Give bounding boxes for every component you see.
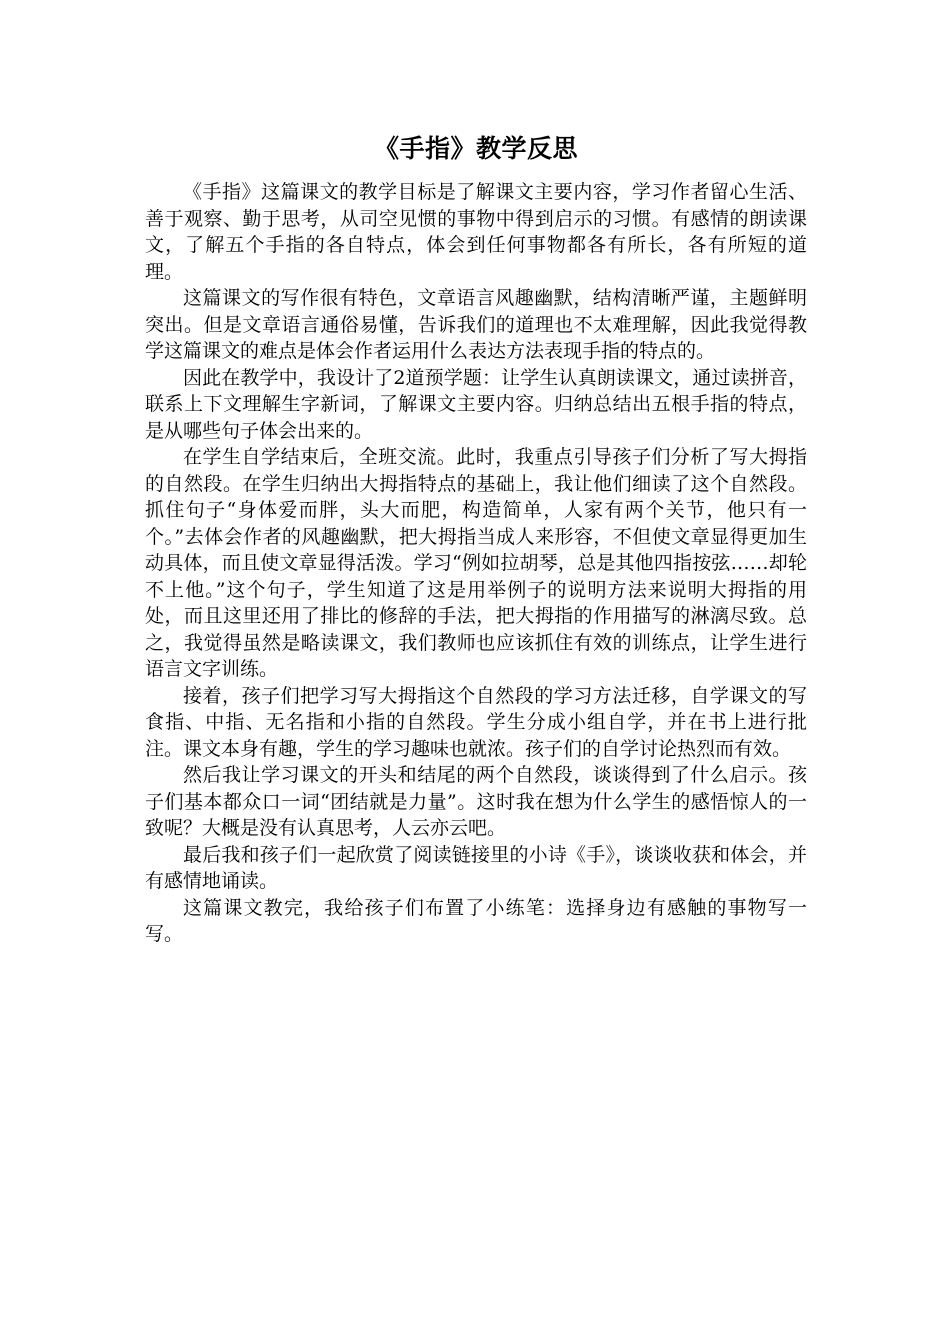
- paragraph: 在学生自学结束后，全班交流。此时，我重点引导孩子们分析了写大拇指的自然段。在学生归纳出大拇指特点的基础上，我让他们细读了这个自然段。抓住句子“身体爱而胖，头大而肥，构造简单，人家有两个关节，他只有一个。”去体会作者的风趣幽默，把大拇指当成人来形容，不但使文章显得更加生动具体，而且使文章显得活泼。学习“例如拉胡琴，总是其他四指按弦……却轮不上他。”这个句子，学生知道了这是用举例子的说明方法来说明大拇指的用处，而且这里还用了排比的修辞的手法，把大拇指的作用描写的淋漓尽致。总之，我觉得虽然是略读课文，我们教师也应该抓住有效的训练点，让学生进行语言文字训练。: [145, 446, 807, 680]
- paragraph: 接着，孩子们把学习写大拇指这个自然段的学习方法迁移，自学课文的写食指、中指、无名指和小指的自然段。学生分成小组自学，并在书上进行批注。课文本身有趣，学生的学习趣味也就浓。孩子们的自学讨论热烈而有效。: [145, 684, 807, 760]
- paragraph: 《手指》这篇课文的教学目标是了解课文主要内容，学习作者留心生活、善于观察、勤于思考，从司空见惯的事物中得到启示的习惯。有感情的朗读课文，了解五个手指的各自特点，体会到任何事物都各有所长，各有所短的道理。: [145, 181, 807, 283]
- paragraph: 这篇课文的写作很有特色，文章语言风趣幽默，结构清晰严谨，主题鲜明突出。但是文章语言通俗易懂，告诉我们的道理也不太难理解，因此我觉得教学这篇课文的难点是体会作者运用什么表达方法表现手指的特点的。: [145, 287, 807, 362]
- document-title: 《手指》教学反思: [373, 134, 578, 163]
- paragraph: 然后我让学习课文的开头和结尾的两个自然段，谈谈得到了什么启示。孩子们基本都众口一词“团结就是力量”。这时我在想为什么学生的感悟惊人的一致呢？大概是没有认真思考，人云亦云吧。: [145, 764, 807, 839]
- paragraph: 这篇课文教完，我给孩子们布置了小练笔：选择身边有感触的事物写一写。: [145, 896, 807, 945]
- paragraph: 因此在教学中，我设计了2道预学题：让学生认真朗读课文，通过读拼音，联系上下文理解生字新词，了解课文主要内容。归纳总结出五根手指的特点，是从哪些句子体会出来的。: [145, 366, 807, 442]
- document-body: [145, 128, 807, 948]
- paragraph: 最后我和孩子们一起欣赏了阅读链接里的小诗《手》，谈谈收获和体会，并有感情地诵读。: [145, 843, 807, 892]
